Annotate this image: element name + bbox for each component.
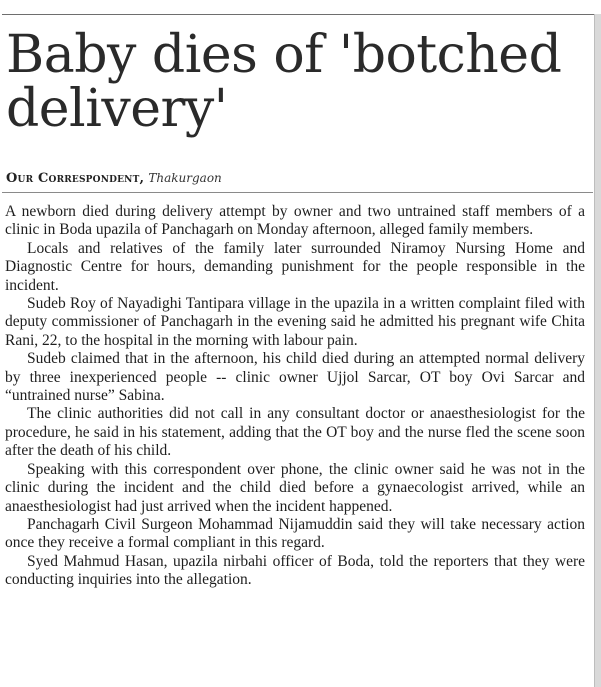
article-body (5, 203, 585, 590)
headline: Baby dies of 'botched delivery' (6, 25, 562, 139)
byline (6, 170, 222, 187)
paragraph-7: Panchagarh Civil Surgeon Mohammad Nijamuddin said they will take necessary action once they receive a formal compliant in this regard. (5, 515, 585, 552)
paragraph-3: Sudeb Roy of Nayadighi Tantipara village in the upazila in a written complaint filed with deputy commissioner of Panchagarh in the evening said he admitted his pregnant wife Chita Rani, 22, to the hospital in the morning with labour pain. (5, 295, 585, 349)
paragraph-6: Speaking with this correspondent over phone, the clinic owner said he was not in the clinic during the incident and the child died before a gynaecologist arrived, while an anaesthesiologist had just arrived when the incident happened. (5, 460, 585, 515)
byline-rule (2, 192, 593, 193)
paragraph-5: The clinic authorities did not call in any consultant doctor or anaesthesiologist for the procedure, he said in his statement, adding that the OT boy and the nurse fled the scene soon after the death of his child. (5, 405, 585, 460)
paragraph-1: A newborn died during delivery attempt by owner and two untrained staff members of a clinic in Boda upazila of Panchagarh on Monday afternoon, alleged family members. (5, 203, 585, 239)
paragraph-2: Locals and relatives of the family later surrounded Niramoy Nursing Home and Diagnostic Centre for hours, demanding punishment for the people responsible in the incident. (5, 239, 585, 294)
top-rule (2, 14, 601, 15)
byline-author: Our Correspondent, (6, 171, 145, 186)
byline-place: Thakurgaon (148, 171, 222, 185)
column-edge (594, 14, 601, 687)
paragraph-4: Sudeb claimed that in the afternoon, his child died during an attempted normal delivery by three inexperienced people -- clinic owner Ujjol Sarcar, OT boy Ovi Sarcar and “untrained nurse” Sabina. (5, 350, 585, 405)
paragraph-8: Syed Mahmud Hasan, upazila nirbahi officer of Boda, told the reporters that they were conducting inquiries into the allegation. (5, 552, 585, 589)
